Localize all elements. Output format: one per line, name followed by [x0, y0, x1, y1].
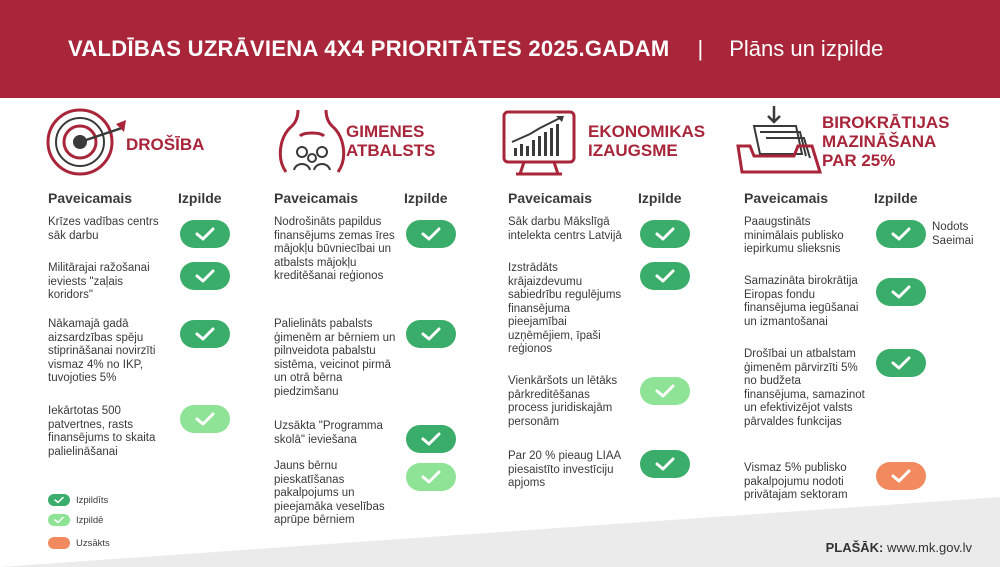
growth-chart-icon	[500, 106, 592, 178]
check-icon	[421, 469, 441, 485]
priority-title-line: MAZINĀŠANA	[822, 132, 937, 151]
task-text: Par 20 % pieaug LIAA piesaistīto investīciju apjoms	[508, 450, 621, 489]
column-header-task: Paveicamais	[274, 190, 359, 206]
priority-title-line: IZAUGSME	[588, 141, 678, 160]
status-badge-done	[876, 278, 926, 306]
legend-swatch	[48, 514, 70, 526]
status-badge-done	[406, 320, 456, 348]
column-header-task: Paveicamais	[508, 190, 593, 206]
page-subtitle: Plāns un izpilde	[729, 36, 884, 61]
status-badge-done	[180, 220, 230, 248]
task-text: Vienkāršots un lētāks pārkreditēšanas process juridiskajām personām	[508, 375, 618, 428]
check-icon	[195, 268, 215, 284]
status-badge-in-progress	[406, 463, 456, 491]
legend-swatch	[48, 537, 70, 549]
task-text: Nodrošināts papildus finansējums zemas īres mājokļu būvniecībai un atbalsts mājokļu kreditēšanai reģionos	[274, 216, 395, 282]
status-note: Nodots Saeimai	[932, 221, 974, 247]
priority-title-line: EKONOMIKAS	[588, 122, 706, 141]
task-text: Paaugstināts minimālais publisko iepirkumu slieksnis	[744, 216, 844, 255]
priority-title-line: DROŠĪBA	[126, 135, 205, 154]
column-header-status: Izpilde	[404, 190, 448, 206]
status-badge-done	[876, 220, 926, 248]
title-separator: |	[697, 36, 704, 61]
column-header-task: Paveicamais	[744, 190, 829, 206]
check-icon	[421, 431, 441, 447]
status-badge-done	[406, 220, 456, 248]
priority-title-line: GIMENES	[346, 122, 425, 141]
legend-item	[48, 514, 103, 526]
priority-title	[822, 113, 950, 170]
column-header-task: Paveicamais	[48, 190, 133, 206]
task-text: Drošībai un atbalstam ģimenēm pārvirzīti 5% no budžeta finansējuma, samazinot un efektivizējot valsts pārvaldes funkcijas	[744, 348, 865, 428]
legend-label: Uzsākts	[76, 537, 110, 549]
column-header-status: Izpilde	[178, 190, 222, 206]
check-icon	[655, 456, 675, 472]
check-icon	[891, 226, 911, 242]
family-icon	[266, 106, 358, 178]
status-badge-done	[180, 262, 230, 290]
check-icon	[54, 516, 64, 524]
task-text: Vismaz 5% publisko pakalpojumu nodoti privātajam sektoram	[744, 462, 848, 501]
check-icon	[891, 468, 911, 484]
check-icon	[195, 326, 215, 342]
check-icon	[655, 383, 675, 399]
check-icon	[891, 355, 911, 371]
column-header-status: Izpilde	[874, 190, 918, 206]
priority-title	[126, 135, 204, 154]
documents-tray-icon	[736, 106, 828, 178]
priority-title-line: PAR 25%	[822, 151, 896, 170]
priority-column-3	[500, 100, 730, 540]
priority-column-4	[736, 100, 974, 540]
priority-title-line: BIROKRĀTIJAS	[822, 113, 950, 132]
priority-column-2	[266, 100, 496, 540]
check-icon	[421, 326, 441, 342]
task-text: Nākamajā gadā aizsardzības spēju stiprināšanai novirzīti vismaz 4% no IKP, tuvojoties 5%	[48, 318, 156, 384]
task-text: Izstrādāts krājaizdevumu sabiedrību regulējums finansējuma pieejamībai uzņēmējiem, īpaši reģionos	[508, 262, 622, 355]
status-badge-done	[876, 349, 926, 377]
header-banner	[0, 0, 1000, 98]
check-icon	[195, 411, 215, 427]
legend-label: Izpildīts	[76, 494, 109, 506]
status-badge-started	[876, 462, 926, 490]
legend-label: Izpildē	[76, 514, 104, 526]
task-text: Krīzes vadības centrs sāk darbu	[48, 216, 159, 242]
check-icon	[195, 226, 215, 242]
target-icon	[40, 106, 132, 178]
legend-item	[48, 494, 108, 506]
priority-column-1	[40, 100, 270, 540]
column-header-status: Izpilde	[638, 190, 682, 206]
priority-title	[588, 122, 705, 160]
task-text: Palielināts pabalsts ģimenēm ar bērniem un pilnveidota pabalstu sistēma, veicinot pirmā un otrā bērna piedzimšanu	[274, 318, 396, 398]
status-badge-done	[406, 425, 456, 453]
source-label: PLAŠĀK:	[825, 540, 884, 555]
source-url: www.mk.gov.lv	[887, 540, 972, 555]
check-icon	[655, 226, 675, 242]
task-text: Sāk darbu Mākslīgā intelekta centrs Latvijā	[508, 216, 622, 242]
status-badge-done	[640, 450, 690, 478]
task-text: Militārajai ražošanai ieviests "zaļais koridors"	[48, 262, 150, 301]
status-badge-done	[180, 320, 230, 348]
legend-item	[48, 537, 110, 549]
task-text: Uzsākta "Programma skolā" ieviešana	[274, 420, 383, 446]
priority-title	[346, 122, 435, 160]
task-text: Iekārtotas 500 patvertnes, rasts finansējums to skaita palielināšanai	[48, 405, 156, 458]
check-icon	[655, 268, 675, 284]
check-icon	[891, 284, 911, 300]
status-badge-done	[640, 262, 690, 290]
source-link[interactable]	[826, 540, 972, 555]
task-text: Samazināta birokrātija Eiropas fondu finansējuma iegūšanai un izmantošanai	[744, 275, 859, 328]
page-title: VALDĪBAS UZRĀVIENA 4X4 PRIORITĀTES 2025.GADAM	[68, 36, 670, 61]
priority-title-line: ATBALSTS	[346, 141, 436, 160]
check-icon	[54, 496, 64, 504]
status-badge-done	[640, 220, 690, 248]
status-badge-in-progress	[180, 405, 230, 433]
status-badge-in-progress	[640, 377, 690, 405]
check-icon	[421, 226, 441, 242]
task-text: Jauns bērnu pieskatīšanas pakalpojums un pieejamāka veselības aprūpe bērniem	[274, 460, 385, 526]
legend-swatch	[48, 494, 70, 506]
